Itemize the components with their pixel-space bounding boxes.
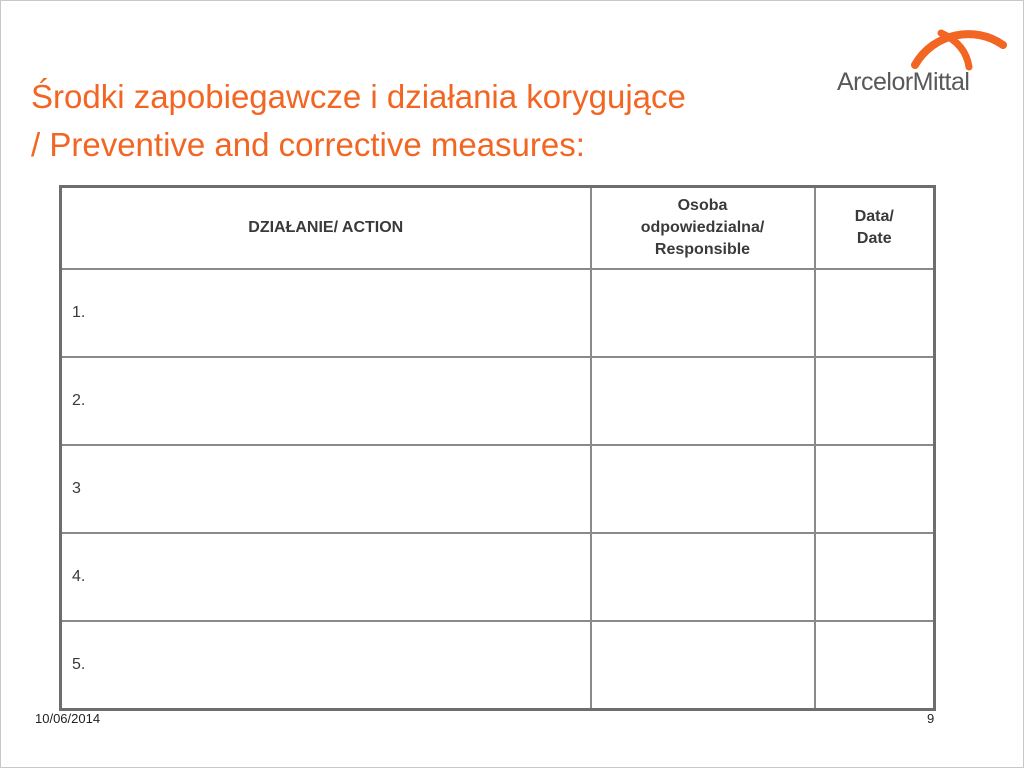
measures-table bbox=[59, 185, 936, 711]
slide-title-line-2: / Preventive and corrective measures: bbox=[31, 126, 585, 163]
responsible-cell[interactable] bbox=[591, 621, 815, 710]
action-cell[interactable]: 3 bbox=[61, 445, 591, 533]
date-cell[interactable] bbox=[815, 621, 935, 710]
logo-wordmark: ArcelorMittal bbox=[837, 68, 970, 96]
header-responsible-line-3: Responsible bbox=[654, 241, 751, 258]
responsible-cell[interactable] bbox=[591, 269, 815, 357]
date-cell[interactable] bbox=[815, 357, 935, 445]
slide-title bbox=[31, 73, 686, 169]
action-cell[interactable]: 4. bbox=[61, 533, 591, 621]
slide-title-line-1: Środki zapobiegawcze i działania korygujące bbox=[31, 78, 686, 115]
header-responsible bbox=[591, 187, 815, 270]
header-action bbox=[61, 187, 591, 270]
header-date bbox=[815, 187, 935, 270]
action-cell[interactable]: 2. bbox=[61, 357, 591, 445]
responsible-cell[interactable] bbox=[591, 357, 815, 445]
action-cell[interactable]: 5. bbox=[61, 621, 591, 710]
date-cell[interactable] bbox=[815, 269, 935, 357]
table-row bbox=[61, 445, 935, 533]
table-row bbox=[61, 269, 935, 357]
footer-date: 10/06/2014 bbox=[35, 711, 101, 726]
action-cell[interactable]: 1. bbox=[61, 269, 591, 357]
responsible-cell[interactable] bbox=[591, 533, 815, 621]
page-number: 9 bbox=[927, 711, 935, 726]
table-row bbox=[61, 621, 935, 710]
responsible-cell[interactable] bbox=[591, 445, 815, 533]
header-date-line-1: Data/ bbox=[854, 208, 894, 225]
logo-swoosh-icon bbox=[911, 23, 1007, 71]
table-row bbox=[61, 357, 935, 445]
company-logo bbox=[837, 23, 1007, 103]
date-cell[interactable] bbox=[815, 445, 935, 533]
header-date-line-2: Date bbox=[856, 230, 892, 247]
table-header-row bbox=[61, 187, 935, 270]
header-action-label: DZIAŁANIE/ ACTION bbox=[248, 219, 404, 236]
table-row bbox=[61, 533, 935, 621]
header-responsible-line-2: odpowiedzialna/ bbox=[640, 219, 765, 236]
header-responsible-line-1: Osoba bbox=[677, 197, 728, 214]
date-cell[interactable] bbox=[815, 533, 935, 621]
